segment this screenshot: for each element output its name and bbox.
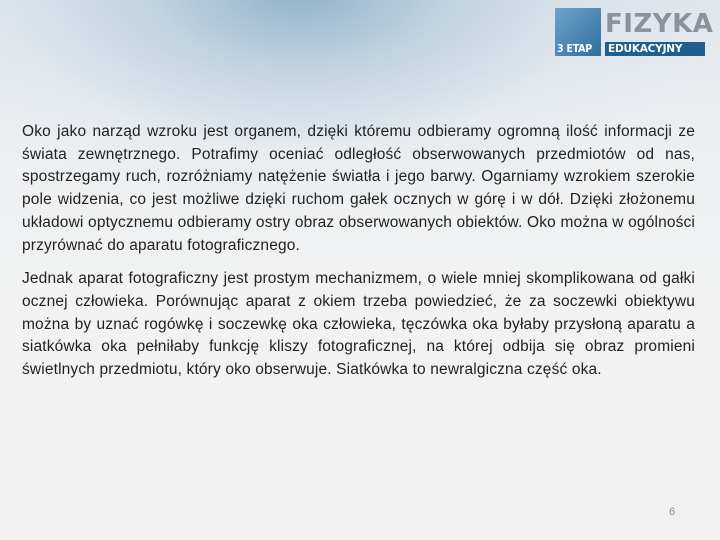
fizyka-logo [555, 8, 714, 56]
page-number: 6 [668, 506, 676, 518]
logo-title: FIZYKA [605, 9, 714, 39]
paragraph-2: Jednak aparat fotograficzny jest prostym mechanizmem, o wiele mniej skomplikowana od gałki ocznej człowieka. Porównując aparat z okiem trzeba powiedzieć, że za soczewki obiektywu można by uznać rogówkę i soczewkę oka człowieka, tęczówka oka byłaby przysłoną aparatu a siatkówka oka pełniłaby funkcję kliszy fotograficznej, na której odbija się obraz promieni świetlnych przedmiotu, który oko obserwuje. Siatkówka to newralgiczna część oka. [22, 270, 695, 379]
paragraph-1: Oko jako narząd wzroku jest organem, dzięki któremu odbieramy ogromną ilość informacji ze świata zewnętrznego. Potrafimy oceniać odległość obserwowanych przedmiotów od nas, spostrzegamy ruch, rozróżniamy natężenie światła i jego barwy. Ogarniamy wzrokiem szerokie pole widzenia, co jest możliwe dzięki ruchom gałek ocznych w górę i w dół. Dzięki złożonemu układowi optycznemu odbieramy ostry obraz obserwowanych obiektów. Oko można w ogólności przyrównać do aparatu fotograficznego. [22, 123, 695, 254]
slide-body-text [22, 121, 695, 393]
logo-subtitle: EDUKACYJNY [605, 42, 705, 56]
logo-stage-label: 3 ETAP [557, 43, 592, 55]
